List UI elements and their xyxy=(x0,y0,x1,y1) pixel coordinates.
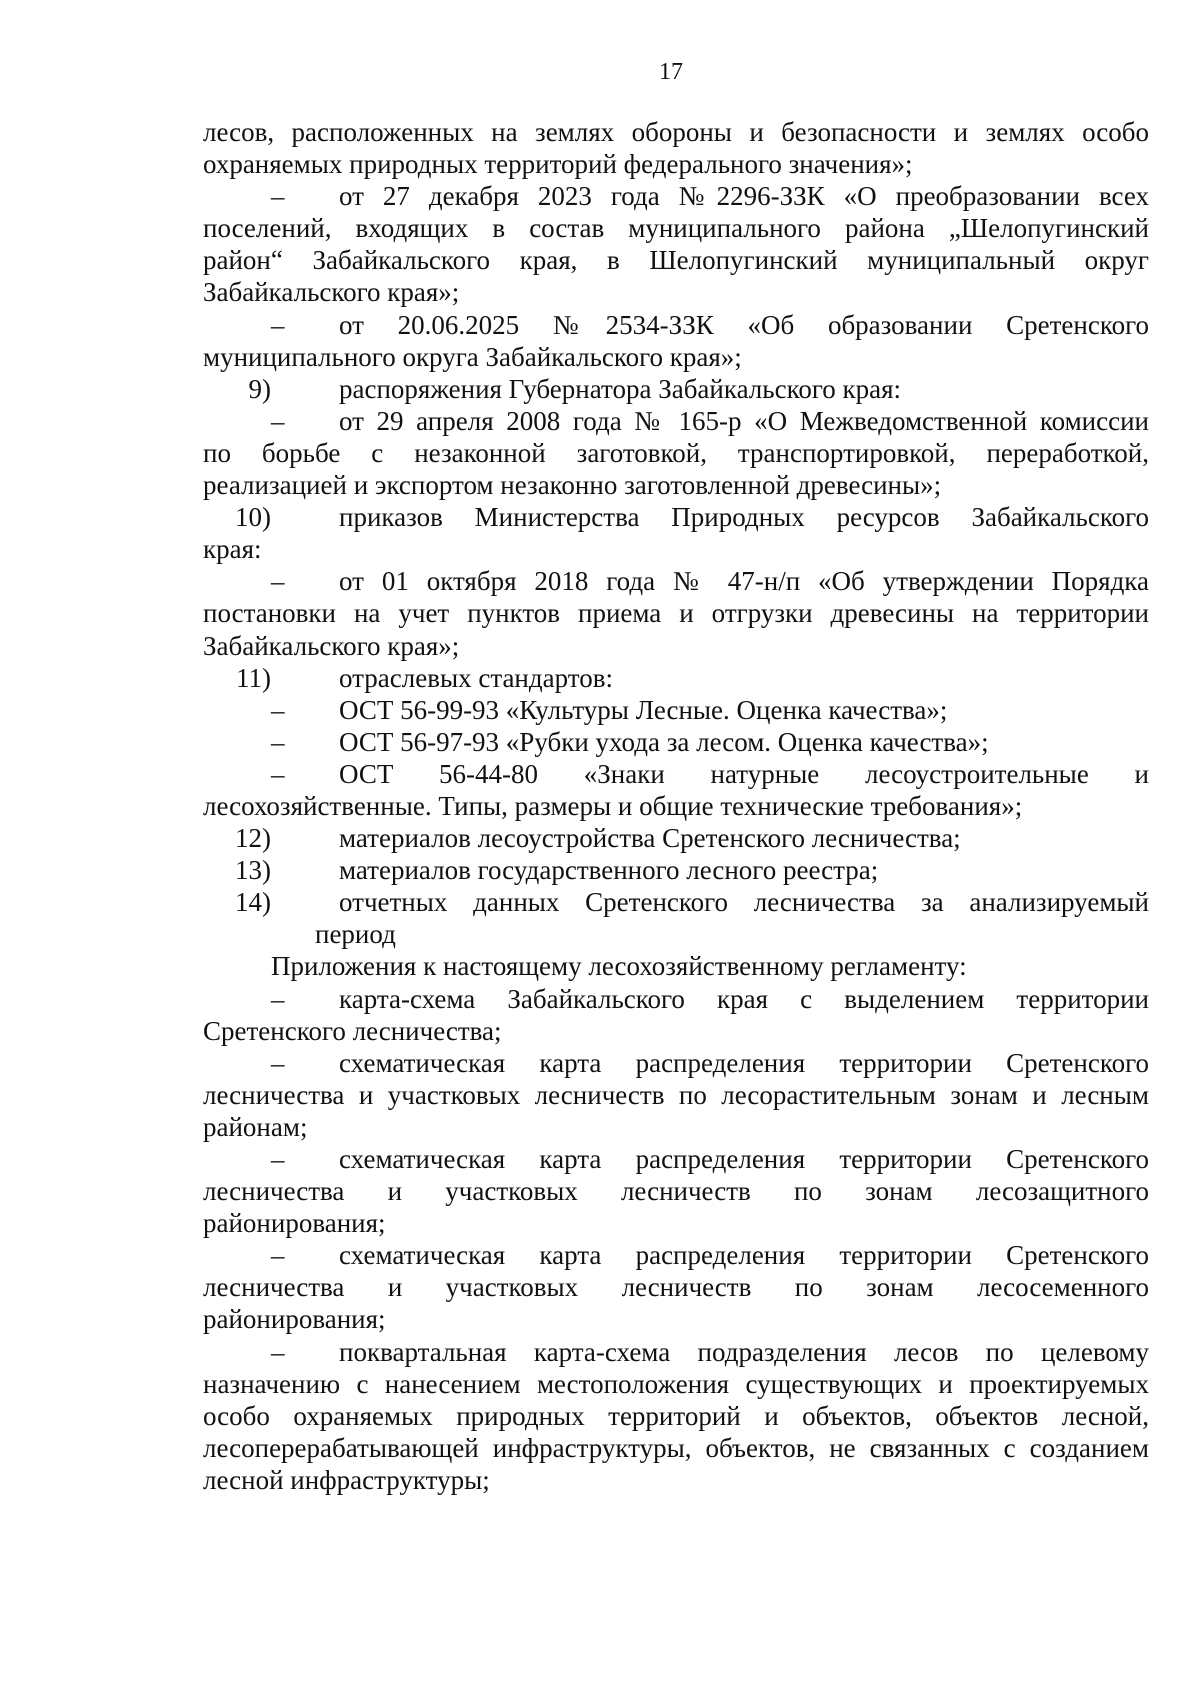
page-number: 17 xyxy=(659,59,683,85)
text-line: охраняемых природных территорий федерального значения»; xyxy=(203,149,913,180)
list-item xyxy=(203,758,1149,790)
list-item xyxy=(203,662,1149,694)
list-item xyxy=(203,886,1149,918)
dash-marker: – xyxy=(271,726,285,757)
text-line: поселений, входящих в состав муниципального района „Шелопугинский xyxy=(203,213,1149,244)
item-number: 11) xyxy=(236,662,271,693)
text-line: район“ Забайкальского края, в Шелопугинский муниципальный округ xyxy=(203,245,1149,276)
item-number: 12) xyxy=(235,823,271,854)
text-line: лесничества и участковых лесничеств по лесорастительным зонам и лесным xyxy=(203,1079,1149,1110)
text-line: схематическая карта распределения территории Сретенского xyxy=(339,1047,1149,1078)
list-item xyxy=(203,822,1149,854)
dash-marker: – xyxy=(271,181,285,212)
dash-marker: – xyxy=(271,405,285,436)
list-item xyxy=(203,854,1149,886)
dash-marker: – xyxy=(271,758,285,789)
list-item xyxy=(203,405,1149,437)
item-number: 14) xyxy=(235,887,271,918)
text-line: от 20.06.2025 №2534-ЗЗК «Об образовании Сретенского xyxy=(339,309,1149,340)
text-line: отраслевых стандартов: xyxy=(339,662,613,693)
list-item xyxy=(203,1143,1149,1175)
item-number: 9) xyxy=(248,373,271,404)
dash-marker: – xyxy=(271,983,285,1014)
dash-marker: – xyxy=(271,566,285,597)
text-line: районам; xyxy=(203,1111,308,1142)
list-item xyxy=(203,180,1149,212)
text-line: назначению с нанесением местоположения существующих и проектируемых xyxy=(203,1368,1149,1399)
list-item xyxy=(203,309,1149,341)
text-line: по борьбе с незаконной заготовкой, транспортировкой, переработкой, xyxy=(203,437,1149,468)
text-line: схематическая карта распределения территории Сретенского xyxy=(339,1240,1149,1271)
text-line: лесничества и участковых лесничеств по зонам лесосеменного xyxy=(203,1272,1149,1303)
text-line: лесной инфраструктуры; xyxy=(203,1464,490,1495)
text-line: Сретенского лесничества; xyxy=(203,1015,502,1046)
text-line: от 29 апреля 2008 года № 165-р «О Межведомственной комиссии xyxy=(339,405,1149,436)
list-item xyxy=(203,501,1149,533)
dash-marker: – xyxy=(271,1336,285,1367)
dash-marker: – xyxy=(271,1144,285,1174)
dash-marker: – xyxy=(271,1047,285,1078)
text-line: муниципального округа Забайкальского края»; xyxy=(203,341,742,372)
text-line: карта-схема Забайкальского края с выделением территории xyxy=(339,983,1149,1014)
list-item xyxy=(203,1047,1149,1079)
text-line: схематическая карта распределения территории Сретенского xyxy=(339,1144,1149,1174)
text-line: материалов лесоустройства Сретенского лесничества; xyxy=(339,823,961,854)
item-number: 13) xyxy=(235,855,271,886)
text-line: постановки на учет пунктов приема и отгрузки древесины на территории xyxy=(203,598,1149,629)
text-line: приказов Министерства Природных ресурсов Забайкальского xyxy=(339,502,1149,533)
text-line: период xyxy=(315,919,396,950)
text-line: лесов, расположенных на землях обороны и безопасности и землях особо xyxy=(203,117,1149,147)
text-line: ОСТ 56-99-93 «Культуры Лесные. Оценка качества»; xyxy=(339,694,948,725)
text-line: Приложения к настоящему лесохозяйственному регламенту: xyxy=(271,951,967,982)
text-line: районирования; xyxy=(203,1208,386,1239)
text-line: ОСТ 56-44-80 «Знаки натурные лесоустроительные и xyxy=(339,758,1149,789)
text-line: лесоперерабатывающей инфраструктуры, объектов, не связанных с созданием xyxy=(203,1432,1149,1463)
text-line: отчетных данных Сретенского лесничества за анализируемый xyxy=(339,887,1149,918)
list-item xyxy=(203,565,1149,597)
text-line: лесохозяйственные. Типы, размеры и общие технические требования»; xyxy=(203,790,1023,821)
text-line: Забайкальского края»; xyxy=(203,630,460,661)
text-line: материалов государственного лесного реестра; xyxy=(339,855,879,886)
text-line: ОСТ 56-97-93 «Рубки ухода за лесом. Оценка качества»; xyxy=(339,726,989,757)
list-item xyxy=(203,373,1149,405)
list-item xyxy=(203,1336,1149,1368)
text-line: реализацией и экспортом незаконно заготовленной древесины»; xyxy=(203,470,942,501)
list-item xyxy=(203,1239,1149,1271)
text-line: поквартальная карта-схема подразделения лесов по целевому xyxy=(339,1336,1149,1367)
text-line: от 01 октября 2018 года № 47-н/п «Об утверждении Порядка xyxy=(339,566,1149,597)
list-item xyxy=(203,726,1149,758)
dash-marker: – xyxy=(271,1240,285,1271)
text-line: от 27 декабря 2023 года №2296-ЗЗК «О преобразовании всех xyxy=(339,181,1149,212)
text-line: лесничества и участковых лесничеств по зонам лесозащитного xyxy=(203,1176,1149,1207)
text-line: края: xyxy=(203,534,262,565)
item-number: 10) xyxy=(235,502,271,533)
text-line: особо охраняемых природных территорий и объектов, объектов лесной, xyxy=(203,1400,1149,1431)
document-body xyxy=(203,116,1149,1496)
dash-marker: – xyxy=(271,309,285,340)
dash-marker: – xyxy=(271,694,285,725)
list-item xyxy=(203,983,1149,1015)
text-line: Забайкальского края»; xyxy=(203,277,460,308)
list-item xyxy=(203,694,1149,726)
text-line: районирования; xyxy=(203,1304,386,1335)
text-line: распоряжения Губернатора Забайкальского края: xyxy=(339,373,901,404)
